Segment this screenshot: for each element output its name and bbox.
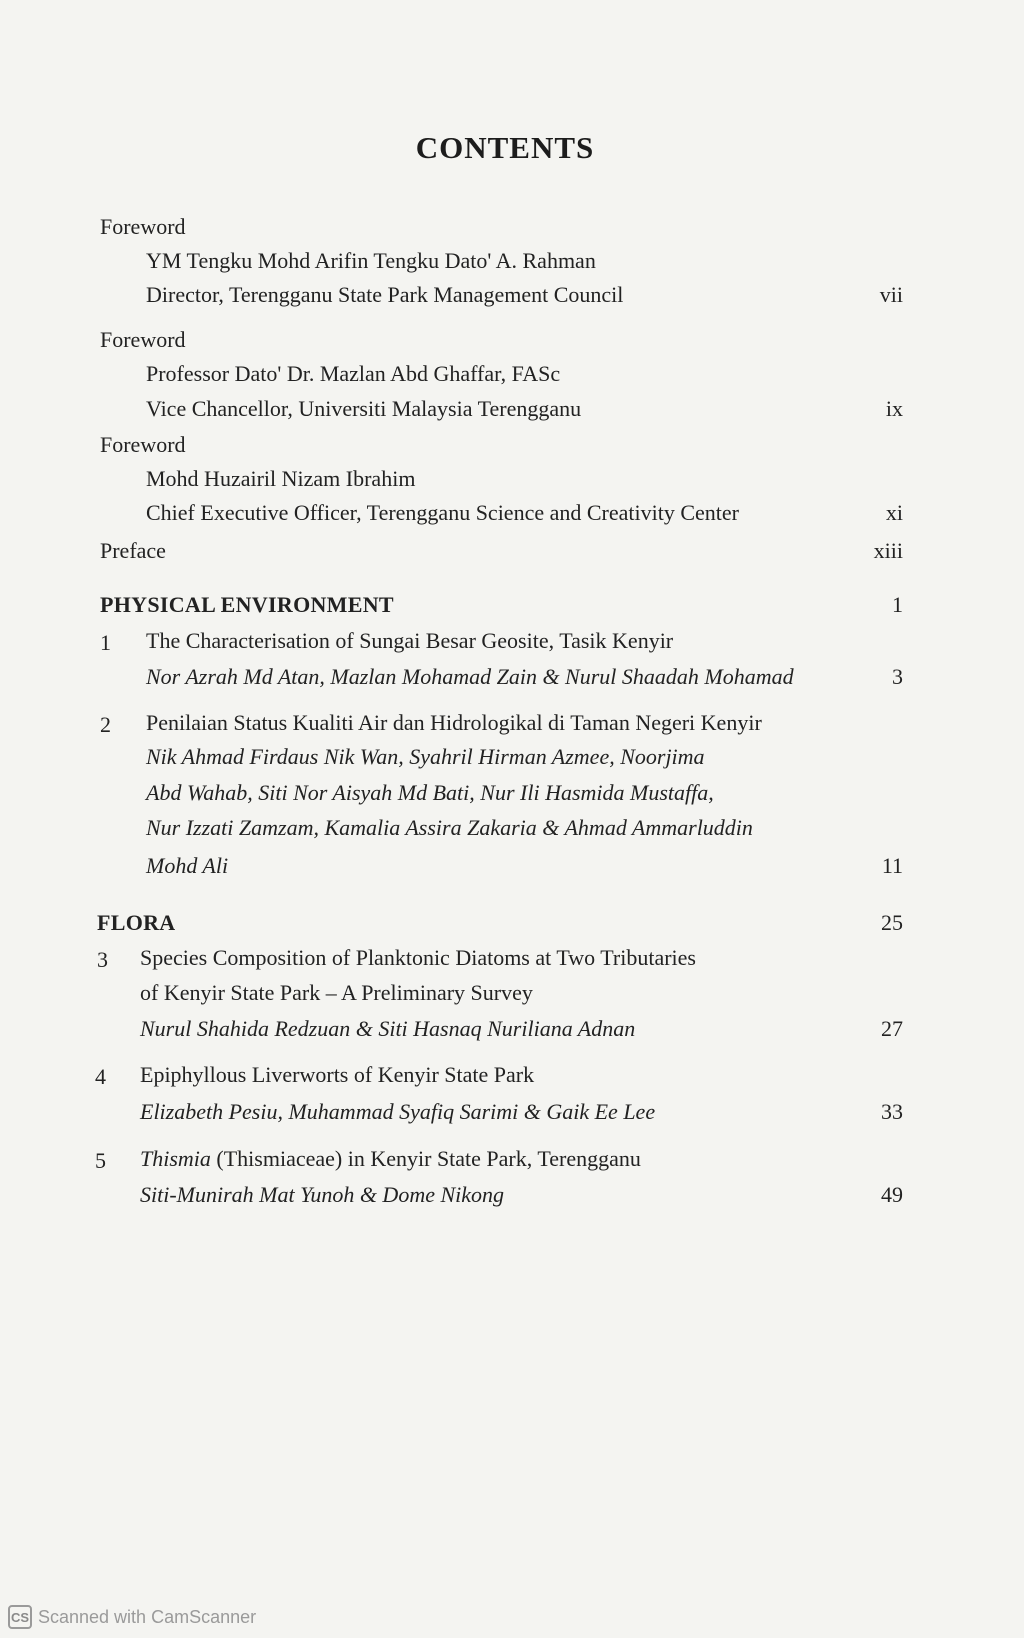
page-number: xi (885, 500, 903, 525)
page-title: CONTENTS (415, 130, 595, 165)
chapter-number: 5 (95, 1148, 106, 1173)
chapter-authors: Siti-Munirah Mat Yunoh & Dome Nikong (140, 1182, 505, 1207)
chapter-authors: Mohd Ali (146, 853, 229, 878)
foreword-role-2: Vice Chancellor, Universiti Malaysia Terengganu (146, 396, 582, 421)
page-number: 25 (881, 910, 903, 935)
chapter-number: 4 (95, 1064, 106, 1089)
page-number: 27 (881, 1016, 903, 1041)
page-number: 49 (881, 1182, 903, 1207)
page-number: 1 (892, 592, 903, 617)
chapter-number: 3 (97, 947, 108, 972)
chapter-title: Epiphyllous Liverworts of Kenyir State Park (140, 1062, 535, 1087)
foreword-heading-3: Foreword (100, 432, 186, 457)
chapter-title: The Characterisation of Sungai Besar Geosite, Tasik Kenyir (146, 628, 674, 653)
camscanner-logo-icon: CS (8, 1605, 32, 1629)
section-heading-flora: FLORA (97, 910, 176, 935)
foreword-author-1: YM Tengku Mohd Arifin Tengku Dato' A. Rahman (146, 248, 596, 273)
chapter-authors: Elizabeth Pesiu, Muhammad Syafiq Sarimi & Gaik Ee Lee (140, 1099, 656, 1124)
page-number: 11 (881, 853, 903, 878)
chapter-title: Species Composition of Planktonic Diatoms at Two Tributaries (140, 945, 696, 970)
chapter-title-genus: Thismia (140, 1146, 211, 1171)
chapter-number: 1 (100, 630, 111, 655)
scanner-watermark (8, 1604, 256, 1630)
page-number: xiii (873, 538, 903, 563)
watermark-text: Scanned with CamScanner (38, 1606, 257, 1627)
chapter-authors: Abd Wahab, Siti Nor Aisyah Md Bati, Nur Ili Hasmida Mustaffa, (146, 780, 714, 805)
chapter-authors: Nik Ahmad Firdaus Nik Wan, Syahril Hirman Azmee, Noorjima (146, 744, 705, 769)
page-number: vii (879, 282, 903, 307)
chapter-title: of Kenyir State Park – A Preliminary Survey (140, 980, 533, 1005)
page-number: 33 (881, 1099, 903, 1124)
chapter-title (140, 1146, 641, 1172)
foreword-author-3: Mohd Huzairil Nizam Ibrahim (146, 466, 416, 491)
chapter-title-rest: (Thismiaceae) in Kenyir State Park, Terengganu (210, 1146, 641, 1171)
foreword-heading-1: Foreword (100, 214, 186, 239)
page-number: 3 (892, 664, 903, 689)
page-number: ix (885, 396, 903, 421)
foreword-author-2: Professor Dato' Dr. Mazlan Abd Ghaffar, FASc (146, 361, 561, 386)
foreword-role-1: Director, Terengganu State Park Management Council (146, 282, 624, 307)
section-heading-physical-environment: PHYSICAL ENVIRONMENT (100, 592, 394, 617)
foreword-heading-2: Foreword (100, 327, 186, 352)
foreword-role-3: Chief Executive Officer, Terengganu Science and Creativity Center (146, 500, 739, 525)
chapter-number: 2 (100, 712, 111, 737)
preface-heading: Preface (100, 538, 166, 563)
chapter-authors: Nurul Shahida Redzuan & Siti Hasnaq Nuriliana Adnan (140, 1016, 636, 1041)
chapter-authors: Nur Izzati Zamzam, Kamalia Assira Zakaria & Ahmad Ammarluddin (146, 815, 753, 840)
chapter-title: Penilaian Status Kualiti Air dan Hidrologikal di Taman Negeri Kenyir (146, 710, 762, 735)
chapter-authors: Nor Azrah Md Atan, Mazlan Mohamad Zain & Nurul Shaadah Mohamad (146, 664, 794, 689)
